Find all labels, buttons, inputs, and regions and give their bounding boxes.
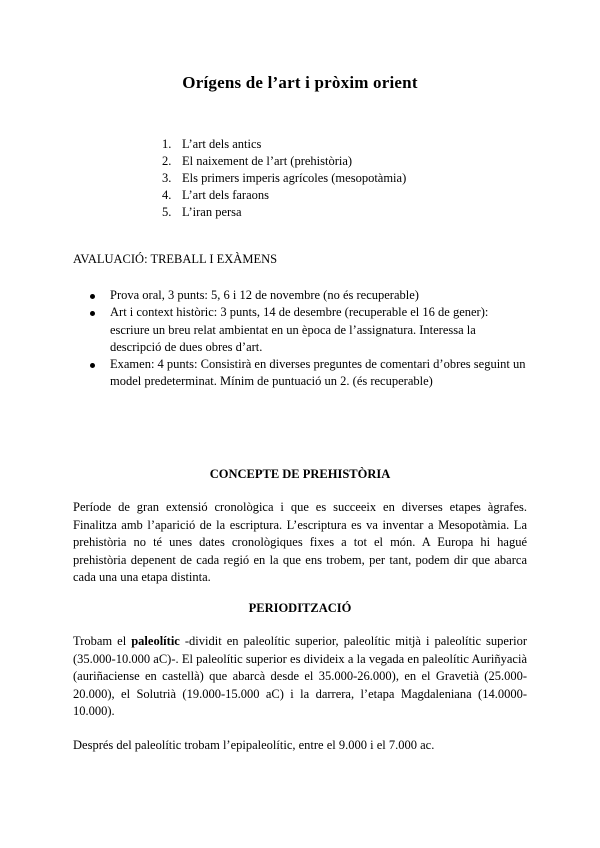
page-title: Orígens de l’art i pròxim orient: [182, 73, 418, 92]
table-of-contents: [162, 136, 406, 221]
toc-number: 4.: [162, 188, 172, 202]
toc-label: L’art dels faraons: [182, 188, 270, 202]
evaluation-item: [90, 304, 530, 356]
bullet-icon: [90, 294, 95, 299]
evaluation-item: [90, 287, 530, 304]
toc-number: 5.: [162, 205, 172, 219]
epipaleolithic-paragraph: Després del paleolític trobam l’epipaleolític, entre el 9.000 i el 7.000 ac.: [73, 738, 435, 752]
toc-item: [162, 136, 406, 153]
period-paragraph: [73, 633, 527, 721]
evaluation-list: [90, 287, 530, 391]
toc-label: El naixement de l’art (prehistòria): [182, 154, 353, 168]
concept-heading: CONCEPTE DE PREHISTÒRIA: [209, 467, 391, 481]
toc-label: L’art dels antics: [182, 137, 262, 151]
evaluation-item-text: Art i context històric: 3 punts, 14 de desembre (recuperable el 16 de gener): escriure un breu relat ambientat en un època de l’assignatura. Interessa la descripció de dues obres d’art.: [110, 305, 489, 354]
evaluation-heading: AVALUACIÓ: TREBALL I EXÀMENS: [73, 252, 278, 266]
toc-item: [162, 170, 406, 187]
toc-number: 1.: [162, 137, 172, 151]
paleolithic-term: paleolític: [131, 634, 180, 648]
period-text-rest: -dividit en paleolític superior, paleolític mitjà i paleolític superior (35.000-10.000 aC)-. El paleolític superior es divideix a la vegada en paleolític Auriñyacià (auriñaciense en castellà) que abarcà desde el 35.000-26.000), en el Gravetià (25.000-20.000), el Solutrià (19.000-15.000 aC) i la darrera, l’etapa Magdaleniana (14.0000-10.000).: [73, 634, 528, 718]
toc-label: L’iran persa: [182, 205, 242, 219]
toc-item: [162, 187, 406, 204]
bullet-icon: [90, 311, 95, 316]
toc-item: [162, 153, 406, 170]
toc-label: Els primers imperis agrícoles (mesopotàmia): [182, 171, 407, 185]
bullet-icon: [90, 363, 95, 368]
evaluation-item-text: Examen: 4 punts: Consistirà en diverses preguntes de comentari d’obres seguint un model predeterminat. Mínim de puntuació un 2. (és recuperable): [110, 357, 526, 389]
toc-number: 3.: [162, 171, 172, 185]
period-heading: PERIODITZACIÓ: [248, 601, 352, 615]
period-text-prefix: Trobam el: [73, 634, 132, 648]
concept-paragraph: Període de gran extensió cronològica i que es succeeix en diverses etapes àgrafes. Finalitza amb l’aparició de la escriptura. L’escriptura es va inventar a Mesopotàmia. La prehistòria no té unes dates cronològiques fixes a tot el món. A Europa hi hagué prehistòria depenent de cada regió en la que ens trobem, per tant, podem dir que abarca cada una una etapa distinta.: [73, 500, 527, 584]
evaluation-item-text: Prova oral, 3 punts: 5, 6 i 12 de novembre (no és recuperable): [110, 288, 419, 302]
toc-item: [162, 204, 406, 221]
evaluation-item: [90, 356, 530, 391]
toc-number: 2.: [162, 154, 172, 168]
